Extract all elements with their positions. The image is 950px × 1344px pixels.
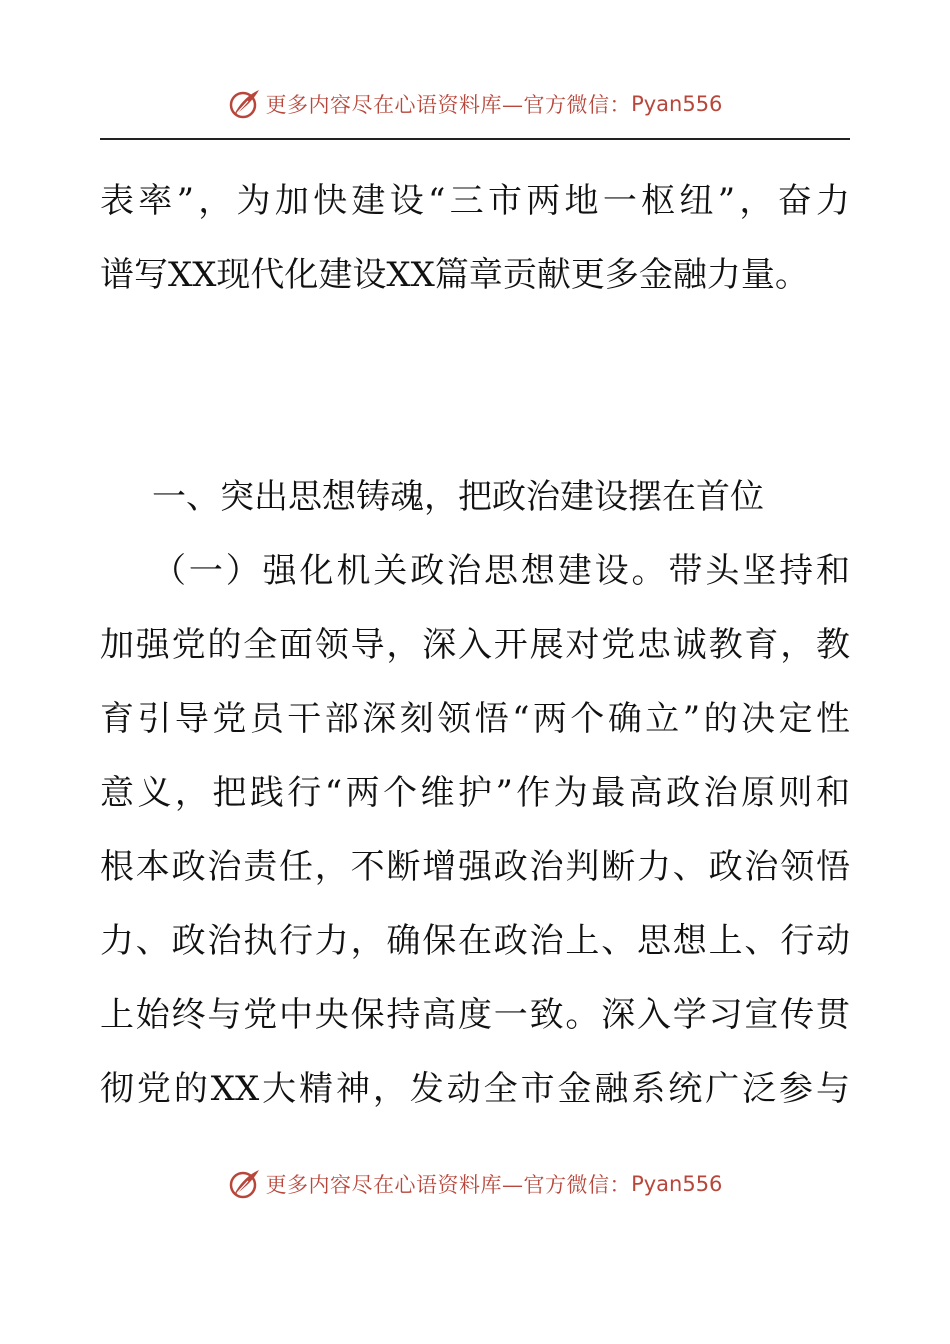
paragraph-line: 彻党的XX大精神，发动全市金融系统广泛参与	[100, 1069, 850, 1109]
intro-line: 谱写XX现代化建设XX篇章贡献更多金融力量。	[100, 255, 809, 295]
quill-pen-logo-icon	[228, 1167, 262, 1201]
header-banner-text: 更多内容尽在心语资料库—官方微信：	[265, 93, 632, 117]
header-divider	[100, 138, 850, 140]
quill-pen-logo-icon	[228, 87, 262, 121]
header-wechat-id: Pyan556	[631, 92, 723, 116]
paragraph-line: 根本政治责任，不断增强政治判断力、政治领悟	[100, 847, 850, 887]
paragraph-line: 育引导党员干部深刻领悟“两个确立”的决定性	[100, 699, 850, 739]
paragraph-line: 加强党的全面领导，深入开展对党忠诚教育，教	[100, 625, 850, 665]
body-paragraph	[100, 534, 850, 1126]
section-heading: 一、突出思想铸魂，把政治建设摆在首位	[152, 477, 764, 517]
paragraph-line: （一）强化机关政治思想建设。带头坚持和	[152, 551, 850, 591]
footer-wechat-id: Pyan556	[631, 1172, 723, 1196]
paragraph-line: 力、政治执行力，确保在政治上、思想上、行动	[100, 921, 850, 961]
header-banner	[0, 84, 950, 124]
footer-banner	[0, 1164, 950, 1204]
paragraph-line: 上始终与党中央保持高度一致。深入学习宣传贯	[100, 995, 850, 1035]
intro-line: 表率”，为加快建设“三市两地一枢纽”，奋力	[100, 181, 850, 221]
footer-banner-text: 更多内容尽在心语资料库—官方微信：	[265, 1173, 632, 1197]
intro-text	[100, 164, 850, 312]
paragraph-line: 意义，把践行“两个维护”作为最高政治原则和	[100, 773, 850, 813]
